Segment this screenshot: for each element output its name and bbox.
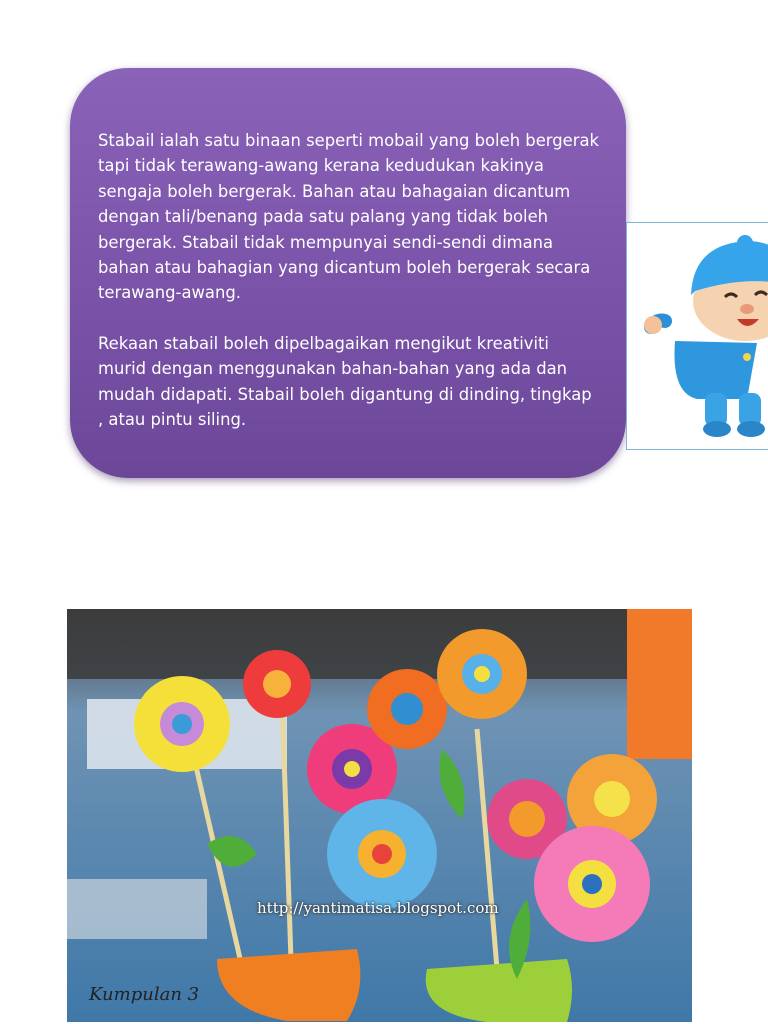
photo-watermark: http://yantimatisa.blogspot.com <box>257 899 499 917</box>
cartoon-character-image <box>626 222 768 450</box>
flower-yellow <box>134 676 230 772</box>
flower-craft-photo <box>67 609 692 1022</box>
callout-paragraph-1: Stabail ialah satu binaan seperti mobail yang boleh bergerak tapi tidak terawang-awang kerana kedudukan kakinya sengaja boleh bergerak. Bahan atau bahagaian dicantum dengan tali/benang pada satu palang yang tidak boleh bergerak. Stabail tidak mempunyai sendi-sendi dimana bahan atau bahagian yang dicantum boleh bergerak secara terawang-awang. <box>98 131 599 303</box>
photo-caption: Kumpulan 3 <box>89 984 200 1005</box>
waving-character-icon <box>627 223 768 449</box>
text-callout <box>70 68 626 478</box>
callout-paragraph-2: Rekaan stabail boleh dipelbagaikan mengikut kreativiti murid dengan menggunakan bahan-bahan yang ada dan mudah didapati. Stabail boleh digantung di dinding, tingkap , atau pintu siling. <box>98 333 592 430</box>
flower-craft-illustration <box>67 609 692 1022</box>
